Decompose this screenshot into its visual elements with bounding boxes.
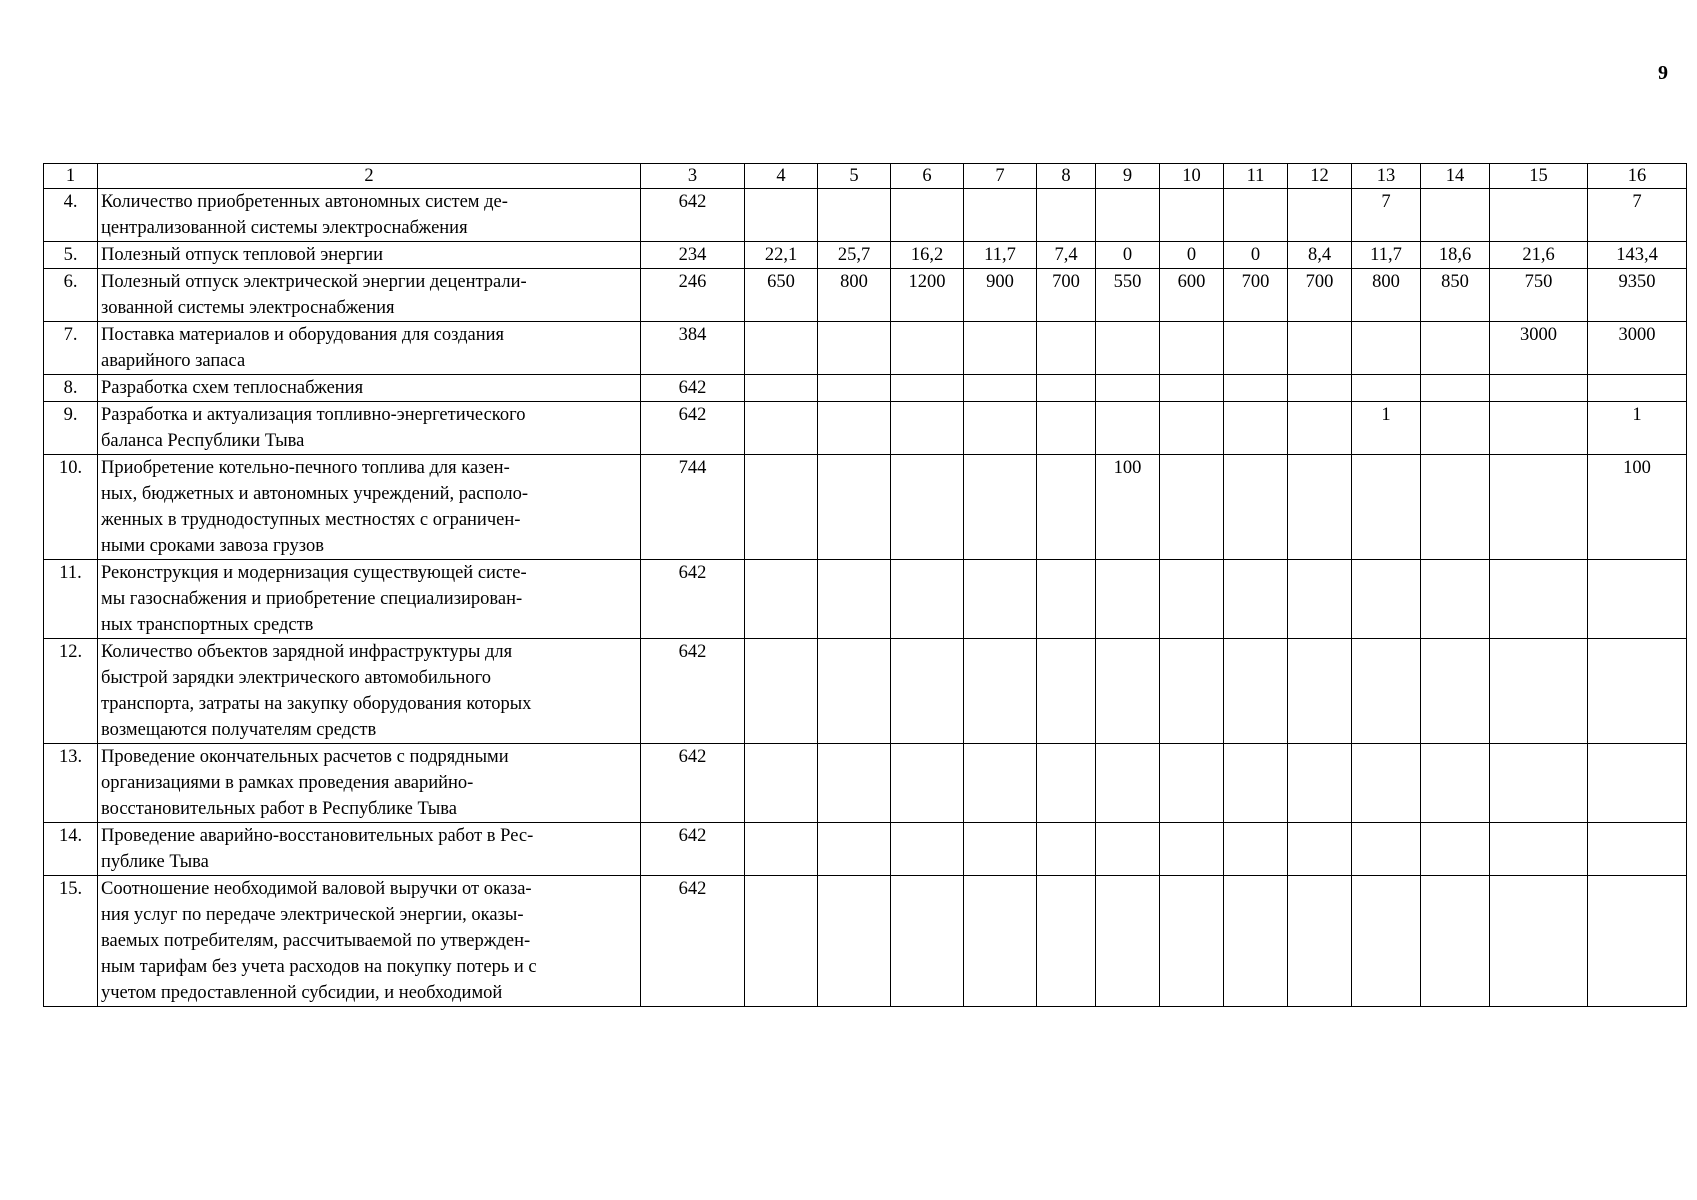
value-cell-col-7 xyxy=(964,876,1037,1007)
column-number-12: 12 xyxy=(1288,164,1352,189)
value-cell-col-9 xyxy=(1096,744,1160,823)
unit-code: 246 xyxy=(641,269,745,322)
value-cell-col-8 xyxy=(1037,560,1096,639)
value-cell-col-12 xyxy=(1288,455,1352,560)
value-cell-col-9 xyxy=(1096,189,1160,242)
indicator-name xyxy=(98,402,641,455)
value-cell-col-6 xyxy=(891,402,964,455)
value-cell-col-9 xyxy=(1096,402,1160,455)
row-number: 11. xyxy=(44,560,98,639)
indicator-name-line: ными сроками завоза грузов xyxy=(101,536,324,556)
unit-code: 642 xyxy=(641,744,745,823)
indicator-name xyxy=(98,823,641,876)
value-cell-col-7 xyxy=(964,823,1037,876)
column-number-1: 1 xyxy=(44,164,98,189)
value-cell-col-14 xyxy=(1421,744,1490,823)
table-row xyxy=(44,402,1687,455)
indicator-name-line: Соотношение необходимой валовой выручки от оказа- xyxy=(101,879,532,899)
value-cell-col-15 xyxy=(1490,402,1588,455)
value-cell-col-13: 11,7 xyxy=(1352,242,1421,269)
value-cell-col-15: 750 xyxy=(1490,269,1588,322)
value-cell-col-16: 3000 xyxy=(1588,322,1687,375)
value-cell-col-10 xyxy=(1160,876,1224,1007)
value-cell-col-12 xyxy=(1288,823,1352,876)
column-number-3: 3 xyxy=(641,164,745,189)
value-cell-col-16 xyxy=(1588,375,1687,402)
value-cell-col-9 xyxy=(1096,322,1160,375)
indicator-name-line: ваемых потребителям, рассчитываемой по утвержден- xyxy=(101,931,531,951)
indicator-name-line: быстрой зарядки электрического автомобильного xyxy=(101,668,492,688)
unit-code: 744 xyxy=(641,455,745,560)
value-cell-col-4 xyxy=(745,375,818,402)
value-cell-col-13 xyxy=(1352,322,1421,375)
column-number-5: 5 xyxy=(818,164,891,189)
value-cell-col-4 xyxy=(745,560,818,639)
indicator-name xyxy=(98,639,641,744)
value-cell-col-6: 1200 xyxy=(891,269,964,322)
table-row xyxy=(44,639,1687,744)
column-number-9: 9 xyxy=(1096,164,1160,189)
unit-code: 234 xyxy=(641,242,745,269)
table-row xyxy=(44,876,1687,1007)
value-cell-col-15: 3000 xyxy=(1490,322,1588,375)
value-cell-col-10: 600 xyxy=(1160,269,1224,322)
indicator-name xyxy=(98,744,641,823)
column-number-4: 4 xyxy=(745,164,818,189)
value-cell-col-15 xyxy=(1490,876,1588,1007)
value-cell-col-13: 7 xyxy=(1352,189,1421,242)
row-number: 14. xyxy=(44,823,98,876)
value-cell-col-16 xyxy=(1588,823,1687,876)
value-cell-col-16: 143,4 xyxy=(1588,242,1687,269)
indicator-name xyxy=(98,322,641,375)
value-cell-col-12 xyxy=(1288,560,1352,639)
value-cell-col-7 xyxy=(964,375,1037,402)
value-cell-col-12: 8,4 xyxy=(1288,242,1352,269)
value-cell-col-15 xyxy=(1490,189,1588,242)
column-number-16: 16 xyxy=(1588,164,1687,189)
indicator-name-line: Разработка и актуализация топливно-энергетического xyxy=(101,405,526,425)
indicator-name-line: баланса Республики Тыва xyxy=(101,431,305,451)
value-cell-col-10 xyxy=(1160,375,1224,402)
value-cell-col-7 xyxy=(964,639,1037,744)
value-cell-col-11 xyxy=(1224,402,1288,455)
value-cell-col-10 xyxy=(1160,744,1224,823)
value-cell-col-4: 650 xyxy=(745,269,818,322)
value-cell-col-12 xyxy=(1288,639,1352,744)
value-cell-col-9 xyxy=(1096,876,1160,1007)
value-cell-col-11 xyxy=(1224,744,1288,823)
value-cell-col-12 xyxy=(1288,375,1352,402)
value-cell-col-13 xyxy=(1352,823,1421,876)
value-cell-col-16 xyxy=(1588,876,1687,1007)
value-cell-col-10 xyxy=(1160,402,1224,455)
value-cell-col-6 xyxy=(891,744,964,823)
unit-code: 642 xyxy=(641,560,745,639)
value-cell-col-15 xyxy=(1490,455,1588,560)
value-cell-col-8 xyxy=(1037,639,1096,744)
indicator-name-line: Приобретение котельно-печного топлива для казен- xyxy=(101,458,510,478)
value-cell-col-11 xyxy=(1224,639,1288,744)
value-cell-col-5 xyxy=(818,639,891,744)
value-cell-col-14 xyxy=(1421,455,1490,560)
value-cell-col-11 xyxy=(1224,455,1288,560)
value-cell-col-6 xyxy=(891,455,964,560)
value-cell-col-6 xyxy=(891,322,964,375)
value-cell-col-5 xyxy=(818,823,891,876)
value-cell-col-11 xyxy=(1224,189,1288,242)
value-cell-col-11: 700 xyxy=(1224,269,1288,322)
value-cell-col-14: 850 xyxy=(1421,269,1490,322)
value-cell-col-5 xyxy=(818,322,891,375)
table-row xyxy=(44,455,1687,560)
value-cell-col-5 xyxy=(818,876,891,1007)
unit-code: 384 xyxy=(641,322,745,375)
value-cell-col-6 xyxy=(891,823,964,876)
table-row xyxy=(44,189,1687,242)
value-cell-col-10 xyxy=(1160,639,1224,744)
indicator-name-line: Полезный отпуск тепловой энергии xyxy=(101,245,384,265)
value-cell-col-4 xyxy=(745,402,818,455)
value-cell-col-6: 16,2 xyxy=(891,242,964,269)
column-number-13: 13 xyxy=(1352,164,1421,189)
value-cell-col-13 xyxy=(1352,876,1421,1007)
unit-code: 642 xyxy=(641,402,745,455)
value-cell-col-6 xyxy=(891,639,964,744)
indicator-name-line: публике Тыва xyxy=(101,852,209,872)
value-cell-col-7 xyxy=(964,560,1037,639)
table-row xyxy=(44,269,1687,322)
value-cell-col-4: 22,1 xyxy=(745,242,818,269)
row-number: 4. xyxy=(44,189,98,242)
column-number-10: 10 xyxy=(1160,164,1224,189)
value-cell-col-16: 1 xyxy=(1588,402,1687,455)
value-cell-col-9: 550 xyxy=(1096,269,1160,322)
indicator-name-line: Количество приобретенных автономных систем де- xyxy=(101,192,508,212)
value-cell-col-10: 0 xyxy=(1160,242,1224,269)
value-cell-col-15: 21,6 xyxy=(1490,242,1588,269)
value-cell-col-13: 1 xyxy=(1352,402,1421,455)
value-cell-col-13 xyxy=(1352,375,1421,402)
value-cell-col-7 xyxy=(964,189,1037,242)
value-cell-col-12 xyxy=(1288,189,1352,242)
value-cell-col-8 xyxy=(1037,375,1096,402)
value-cell-col-7 xyxy=(964,402,1037,455)
value-cell-col-10 xyxy=(1160,189,1224,242)
value-cell-col-13: 800 xyxy=(1352,269,1421,322)
value-cell-col-5: 25,7 xyxy=(818,242,891,269)
value-cell-col-7 xyxy=(964,322,1037,375)
value-cell-col-7: 11,7 xyxy=(964,242,1037,269)
indicator-name-line: Реконструкция и модернизация существующей систе- xyxy=(101,563,527,583)
value-cell-col-4 xyxy=(745,744,818,823)
value-cell-col-8 xyxy=(1037,455,1096,560)
value-cell-col-11 xyxy=(1224,322,1288,375)
value-cell-col-5 xyxy=(818,560,891,639)
value-cell-col-16 xyxy=(1588,639,1687,744)
value-cell-col-12 xyxy=(1288,876,1352,1007)
table-row xyxy=(44,375,1687,402)
value-cell-col-11: 0 xyxy=(1224,242,1288,269)
value-cell-col-15 xyxy=(1490,375,1588,402)
indicator-name-line: организациями в рамках проведения аварийно- xyxy=(101,773,474,793)
value-cell-col-14 xyxy=(1421,639,1490,744)
row-number: 9. xyxy=(44,402,98,455)
value-cell-col-10 xyxy=(1160,322,1224,375)
value-cell-col-10 xyxy=(1160,560,1224,639)
value-cell-col-6 xyxy=(891,876,964,1007)
indicator-name xyxy=(98,560,641,639)
value-cell-col-9: 100 xyxy=(1096,455,1160,560)
value-cell-col-16 xyxy=(1588,744,1687,823)
value-cell-col-6 xyxy=(891,560,964,639)
value-cell-col-12: 700 xyxy=(1288,269,1352,322)
value-cell-col-14 xyxy=(1421,560,1490,639)
value-cell-col-4 xyxy=(745,455,818,560)
value-cell-col-14 xyxy=(1421,402,1490,455)
value-cell-col-8 xyxy=(1037,823,1096,876)
value-cell-col-10 xyxy=(1160,455,1224,560)
unit-code: 642 xyxy=(641,876,745,1007)
row-number: 8. xyxy=(44,375,98,402)
value-cell-col-5 xyxy=(818,455,891,560)
value-cell-col-4 xyxy=(745,823,818,876)
value-cell-col-12 xyxy=(1288,402,1352,455)
value-cell-col-5 xyxy=(818,402,891,455)
value-cell-col-11 xyxy=(1224,375,1288,402)
value-cell-col-14 xyxy=(1421,322,1490,375)
indicator-name-line: возмещаются получателям средств xyxy=(101,720,377,740)
indicator-name-line: Количество объектов зарядной инфраструктуры для xyxy=(101,642,513,662)
indicator-name xyxy=(98,876,641,1007)
column-number-15: 15 xyxy=(1490,164,1588,189)
indicator-name-line: ным тарифам без учета расходов на покупку потерь и с xyxy=(101,957,537,977)
column-number-2: 2 xyxy=(98,164,641,189)
row-number: 12. xyxy=(44,639,98,744)
indicator-name xyxy=(98,455,641,560)
value-cell-col-7 xyxy=(964,455,1037,560)
value-cell-col-9 xyxy=(1096,823,1160,876)
row-number: 5. xyxy=(44,242,98,269)
indicator-name xyxy=(98,189,641,242)
value-cell-col-4 xyxy=(745,639,818,744)
value-cell-col-16: 7 xyxy=(1588,189,1687,242)
value-cell-col-5 xyxy=(818,375,891,402)
indicator-name-line: женных в труднодоступных местностях с ограничен- xyxy=(101,510,521,530)
row-number: 10. xyxy=(44,455,98,560)
indicators-table xyxy=(43,163,1687,1007)
value-cell-col-8: 700 xyxy=(1037,269,1096,322)
column-number-7: 7 xyxy=(964,164,1037,189)
column-number-6: 6 xyxy=(891,164,964,189)
table-row xyxy=(44,823,1687,876)
value-cell-col-12 xyxy=(1288,322,1352,375)
value-cell-col-11 xyxy=(1224,823,1288,876)
value-cell-col-8 xyxy=(1037,402,1096,455)
unit-code: 642 xyxy=(641,823,745,876)
indicator-name-line: централизованной системы электроснабжения xyxy=(101,218,468,238)
value-cell-col-14 xyxy=(1421,375,1490,402)
indicator-name-line: ных транспортных средств xyxy=(101,615,314,635)
indicator-name-line: зованной системы электроснабжения xyxy=(101,298,395,318)
value-cell-col-16: 9350 xyxy=(1588,269,1687,322)
value-cell-col-14 xyxy=(1421,876,1490,1007)
table-row xyxy=(44,744,1687,823)
value-cell-col-15 xyxy=(1490,744,1588,823)
value-cell-col-12 xyxy=(1288,744,1352,823)
value-cell-col-11 xyxy=(1224,560,1288,639)
row-number: 7. xyxy=(44,322,98,375)
value-cell-col-9 xyxy=(1096,375,1160,402)
row-number: 6. xyxy=(44,269,98,322)
value-cell-col-9 xyxy=(1096,639,1160,744)
indicator-name-line: Разработка схем теплоснабжения xyxy=(101,378,364,398)
indicator-name-line: учетом предоставленной субсидии, и необходимой xyxy=(101,983,503,1003)
value-cell-col-8 xyxy=(1037,322,1096,375)
indicator-name-line: аварийного запаса xyxy=(101,351,246,371)
value-cell-col-5: 800 xyxy=(818,269,891,322)
table-row xyxy=(44,322,1687,375)
value-cell-col-4 xyxy=(745,189,818,242)
value-cell-col-6 xyxy=(891,189,964,242)
value-cell-col-15 xyxy=(1490,560,1588,639)
value-cell-col-9 xyxy=(1096,560,1160,639)
value-cell-col-11 xyxy=(1224,876,1288,1007)
value-cell-col-13 xyxy=(1352,744,1421,823)
value-cell-col-10 xyxy=(1160,823,1224,876)
unit-code: 642 xyxy=(641,639,745,744)
value-cell-col-8 xyxy=(1037,876,1096,1007)
value-cell-col-7: 900 xyxy=(964,269,1037,322)
value-cell-col-4 xyxy=(745,322,818,375)
indicator-name-line: Полезный отпуск электрической энергии децентрали- xyxy=(101,272,527,292)
unit-code: 642 xyxy=(641,189,745,242)
value-cell-col-5 xyxy=(818,189,891,242)
value-cell-col-7 xyxy=(964,744,1037,823)
value-cell-col-13 xyxy=(1352,455,1421,560)
value-cell-col-15 xyxy=(1490,823,1588,876)
indicator-name xyxy=(98,242,641,269)
value-cell-col-16 xyxy=(1588,560,1687,639)
table-row xyxy=(44,242,1687,269)
row-number: 15. xyxy=(44,876,98,1007)
value-cell-col-15 xyxy=(1490,639,1588,744)
column-number-row xyxy=(44,164,1687,189)
value-cell-col-5 xyxy=(818,744,891,823)
indicator-name-line: Поставка материалов и оборудования для создания xyxy=(101,325,505,345)
column-number-8: 8 xyxy=(1037,164,1096,189)
value-cell-col-8 xyxy=(1037,744,1096,823)
column-number-11: 11 xyxy=(1224,164,1288,189)
page-number: 9 xyxy=(1658,62,1668,84)
value-cell-col-4 xyxy=(745,876,818,1007)
value-cell-col-13 xyxy=(1352,560,1421,639)
value-cell-col-14 xyxy=(1421,189,1490,242)
unit-code: 642 xyxy=(641,375,745,402)
indicator-name-line: мы газоснабжения и приобретение специализирован- xyxy=(101,589,523,609)
column-number-14: 14 xyxy=(1421,164,1490,189)
indicator-name-line: ных, бюджетных и автономных учреждений, располо- xyxy=(101,484,528,504)
value-cell-col-9: 0 xyxy=(1096,242,1160,269)
value-cell-col-8: 7,4 xyxy=(1037,242,1096,269)
indicator-name-line: Проведение окончательных расчетов с подрядными xyxy=(101,747,509,767)
indicator-name-line: Проведение аварийно-восстановительных работ в Рес- xyxy=(101,826,534,846)
value-cell-col-14: 18,6 xyxy=(1421,242,1490,269)
indicator-name-line: транспорта, затраты на закупку оборудования которых xyxy=(101,694,532,714)
indicator-name xyxy=(98,269,641,322)
row-number: 13. xyxy=(44,744,98,823)
table-row xyxy=(44,560,1687,639)
value-cell-col-14 xyxy=(1421,823,1490,876)
value-cell-col-16: 100 xyxy=(1588,455,1687,560)
value-cell-col-13 xyxy=(1352,639,1421,744)
indicator-name-line: восстановительных работ в Республике Тыва xyxy=(101,799,457,819)
indicator-name xyxy=(98,375,641,402)
value-cell-col-8 xyxy=(1037,189,1096,242)
indicator-name-line: ния услуг по передаче электрической энергии, оказы- xyxy=(101,905,524,925)
value-cell-col-6 xyxy=(891,375,964,402)
